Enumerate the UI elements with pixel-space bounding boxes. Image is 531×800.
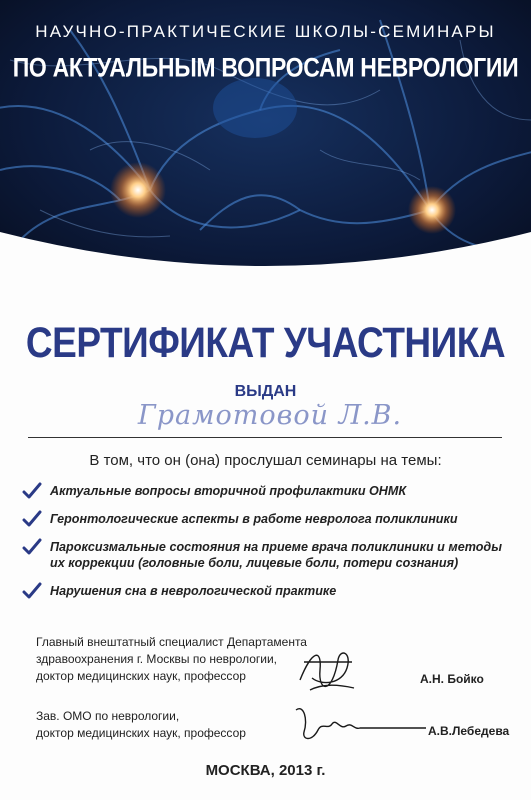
signatory-2-title <box>36 708 246 742</box>
topic-item <box>22 539 512 571</box>
neuron-illustration <box>0 0 531 300</box>
certificate-title: СЕРТИФИКАТ УЧАСТНИКА <box>25 318 506 366</box>
signatory-2-name: А.В.Лебедева <box>428 724 510 738</box>
topic-item <box>22 511 512 527</box>
series-line: НАУЧНО-ПРАКТИЧЕСКИЕ ШКОЛЫ-СЕМИНАРЫ <box>35 22 496 41</box>
intro-text: В том, что он (она) прослушал семинары на темы: <box>89 452 442 469</box>
recipient-underline <box>28 437 502 438</box>
neuron-header-image <box>0 0 531 300</box>
topic-item <box>22 483 512 499</box>
signatory-title-line: Зав. ОМО по неврологии, <box>36 709 180 723</box>
signatory-title-line: здравоохранения г. Москвы по неврологии, <box>36 652 278 666</box>
checkmark-icon <box>22 482 42 500</box>
issued-label: ВЫДАН <box>234 383 297 400</box>
topic-text: Нарушения сна в неврологической практике <box>50 584 337 598</box>
topic-item <box>22 583 512 599</box>
topic-text: Пароксизмальные состояния на приеме врача поликлиники и методы их коррекции (головные боли, лицевые боли, потери сознания) <box>50 540 502 570</box>
checkmark-icon <box>22 538 42 556</box>
topic-list <box>22 483 512 599</box>
signatory-title-line: доктор медицинских наук, профессор <box>36 669 246 683</box>
checkmark-icon <box>22 582 42 600</box>
topic-text: Актуальные вопросы вторичной профилактики ОНМК <box>50 484 407 498</box>
checkmark-icon <box>22 510 42 528</box>
recipient-handwritten-name: Грамотовой Л.В. <box>137 400 403 431</box>
signatory-title-line: доктор медицинских наук, профессор <box>36 726 246 740</box>
topic-text: Геронтологические аспекты в работе невролога поликлиники <box>50 512 458 526</box>
signature-2 <box>290 700 430 750</box>
signatory-1-name: А.Н. Бойко <box>420 672 484 686</box>
series-topic: ПО АКТУАЛЬНЫМ ВОПРОСАМ НЕВРОЛОГИИ <box>12 51 519 83</box>
signature-1 <box>292 640 362 700</box>
signatory-1-title <box>36 634 307 685</box>
city-year: МОСКВА, 2013 г. <box>205 762 326 779</box>
signatory-title-line: Главный внештатный специалист Департамента <box>36 635 307 649</box>
